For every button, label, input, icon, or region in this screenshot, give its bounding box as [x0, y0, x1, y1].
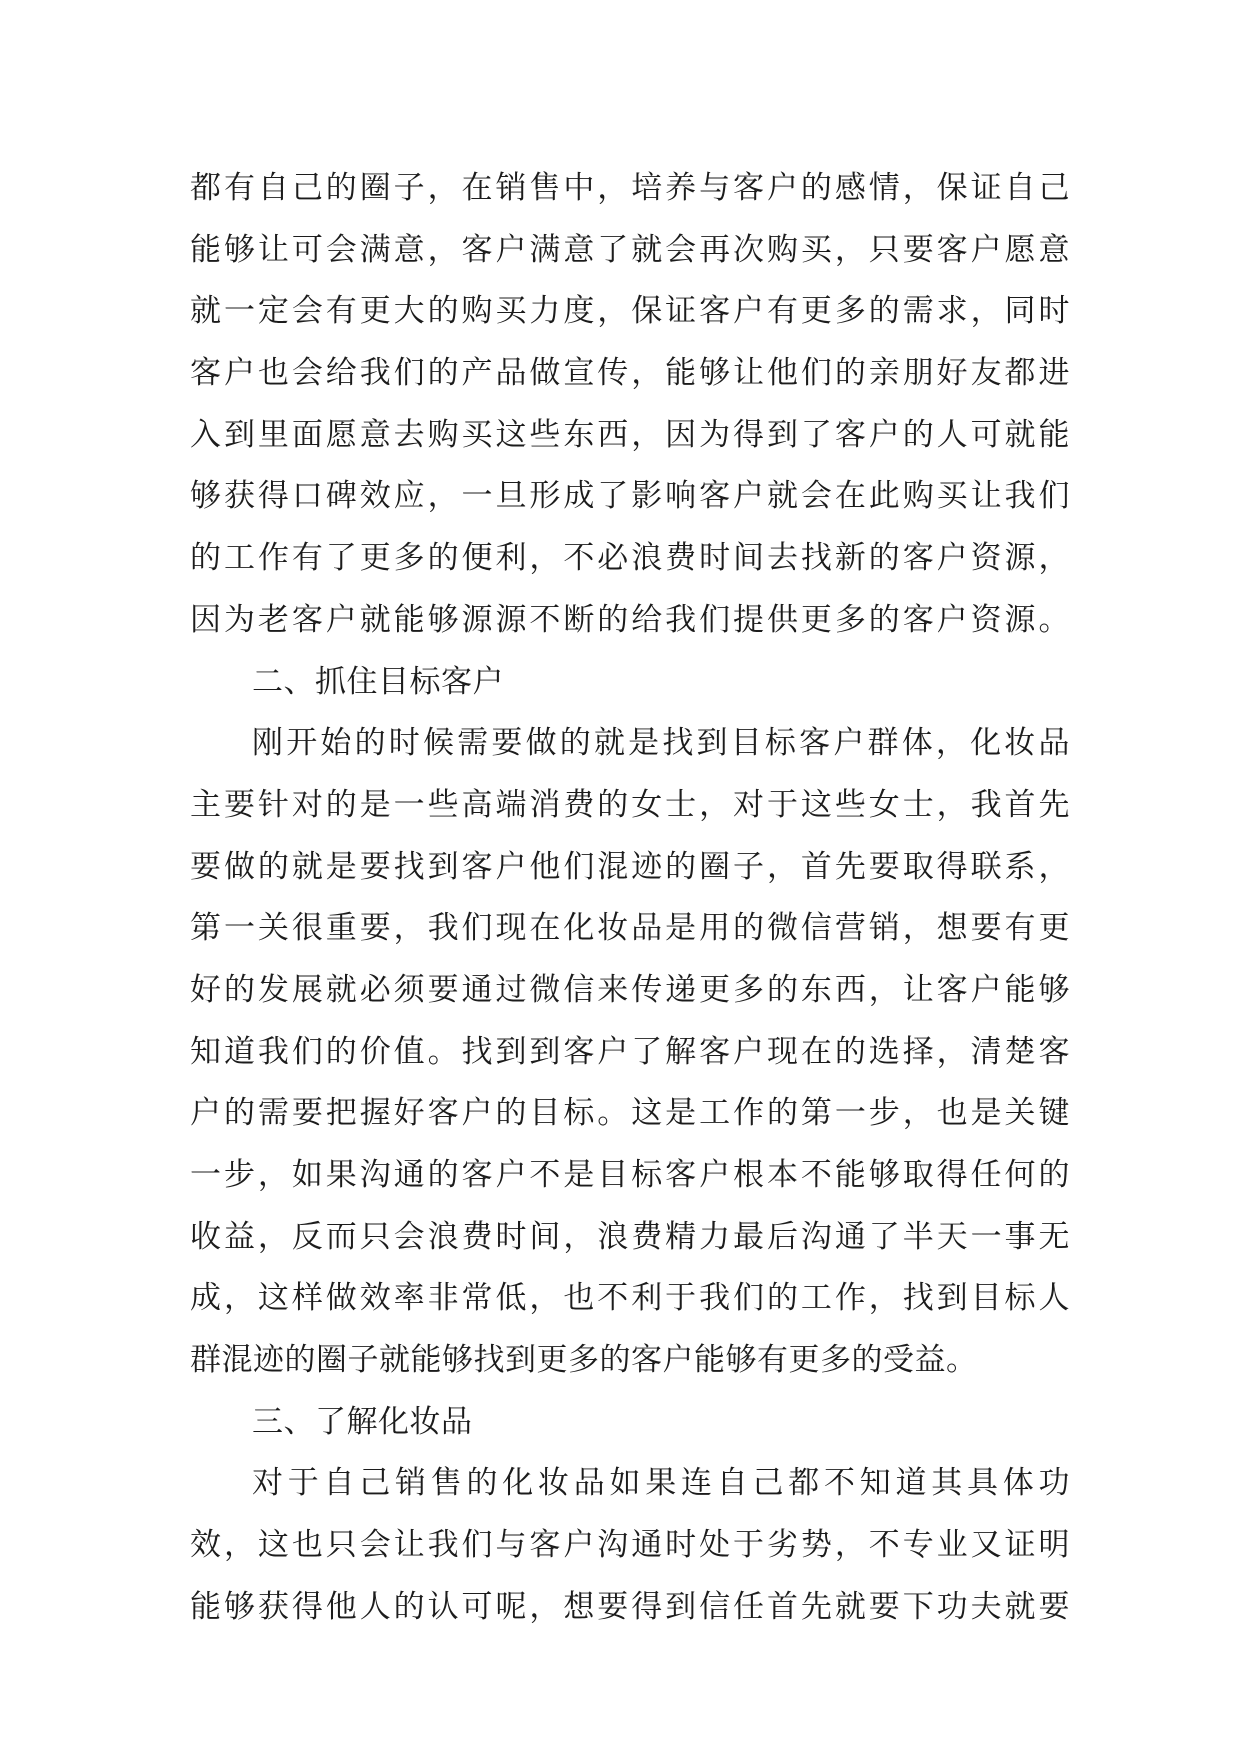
text-line: 主要针对的是一些高端消费的女士，对于这些女士，我首先: [190, 786, 1070, 823]
text-line: 群混迹的圈子就能够找到更多的客户能够有更多的受益。: [190, 1342, 978, 1379]
body-text: [190, 158, 1070, 1639]
text-line: 的工作有了更多的便利，不必浪费时间去找新的客户资源，: [190, 540, 1070, 577]
section-heading: 二、抓住目标客户: [252, 663, 504, 700]
text-line: 入到里面愿意去购买这些东西，因为得到了客户的人可就能: [190, 416, 1070, 453]
text-line: 能够获得他人的认可呢，想要得到信任首先就要下功夫就要: [190, 1588, 1070, 1625]
text-line: 都有自己的圈子，在销售中，培养与客户的感情，保证自己: [190, 170, 1070, 206]
text-line: 户的需要把握好客户的目标。这是工作的第一步，也是关键: [190, 1095, 1070, 1132]
text-line: 效，这也只会让我们与客户沟通时处于劣势，不专业又证明: [190, 1527, 1070, 1564]
text-line: 收益，反而只会浪费时间，浪费精力最后沟通了半天一事无: [190, 1218, 1070, 1255]
text-line: 要做的就是要找到客户他们混迹的圈子，首先要取得联系，: [190, 848, 1070, 885]
section-heading: 三、了解化妆品: [252, 1403, 473, 1440]
text-line: 对于自己销售的化妆品如果连自己都不知道其具体功: [252, 1465, 1070, 1502]
text-line: 够获得口碑效应，一旦形成了影响客户就会在此购买让我们: [190, 478, 1070, 515]
text-line: 好的发展就必须要通过微信来传递更多的东西，让客户能够: [190, 971, 1070, 1008]
text-line: 因为老客户就能够源源不断的给我们提供更多的客户资源。: [190, 601, 1070, 638]
text-line: 一步，如果沟通的客户不是目标客户根本不能够取得任何的: [190, 1157, 1070, 1193]
text-line: 客户也会给我们的产品做宣传，能够让他们的亲朋好友都进: [190, 355, 1070, 392]
text-line: 第一关很重要，我们现在化妆品是用的微信营销，想要有更: [190, 910, 1070, 947]
text-line: 知道我们的价值。找到到客户了解客户现在的选择，清楚客: [190, 1033, 1070, 1070]
text-line: 成，这样做效率非常低，也不利于我们的工作，找到目标人: [190, 1280, 1070, 1317]
text-line: 能够让可会满意，客户满意了就会再次购买，只要客户愿意: [190, 231, 1070, 268]
text-line: 刚开始的时候需要做的就是找到目标客户群体，化妆品: [252, 725, 1070, 762]
text-line: 就一定会有更大的购买力度，保证客户有更多的需求，同时: [190, 293, 1070, 330]
